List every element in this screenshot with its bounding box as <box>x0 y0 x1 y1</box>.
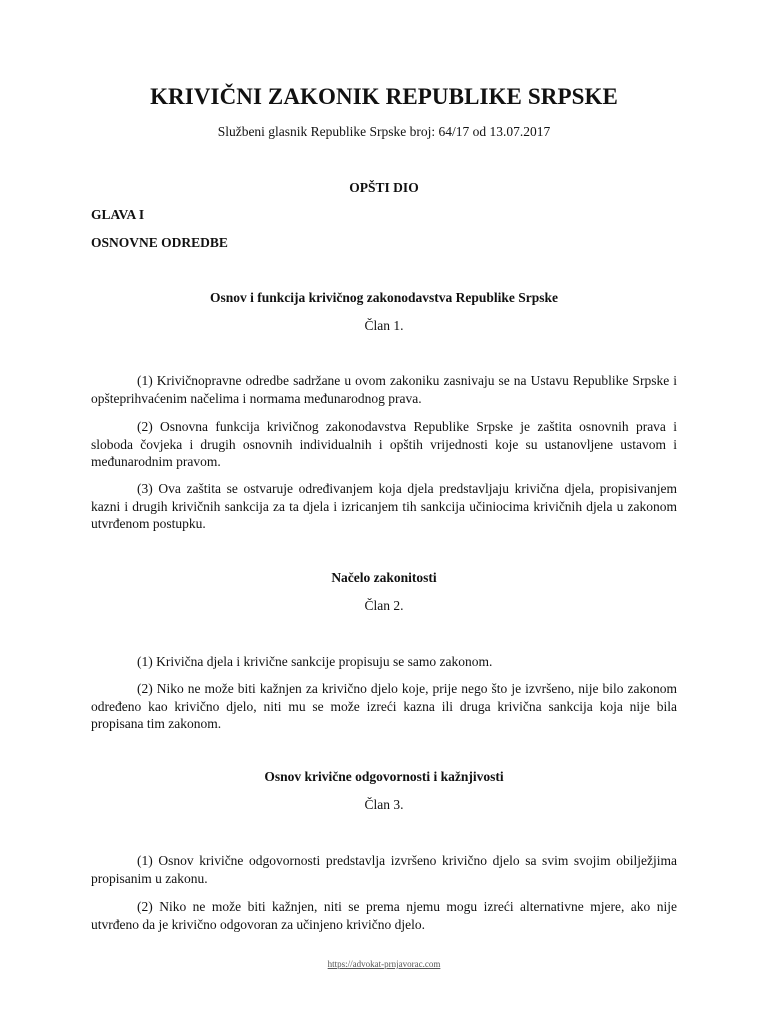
article-paragraph: (1) Krivična djela i krivične sankcije propisuju se samo zakonom. <box>137 654 493 669</box>
article-paragraph: (2) Niko ne može biti kažnjen, niti se prema njemu mogu izreći alternativne mjere, ako nije utvrđeno da je krivično odgovoran za učinjeno krivično djelo. <box>91 899 677 932</box>
article-paragraph: (3) Ova zaštita se ostvaruje određivanjem koja djela predstavljaju krivična djela, propisivanjem kazni i drugih krivičnih sankcija za ta djela i izricanjem tih sankcija učiniocima krivičnih djela u zakonom utvrđenom postupku. <box>91 481 677 531</box>
article-heading: Osnov i funkcija krivičnog zakonodavstva Republike Srpske <box>209 290 559 305</box>
article-paragraph: (2) Niko ne može biti kažnjen za krivično djelo koje, prije nego što je izvršeno, nije bilo zakonom određeno kao krivično djelo, niti mu se može izreći kazna ili druga krivična sankcija koja nije bila propisana tim zakonom. <box>91 681 677 731</box>
document-subtitle: Službeni glasnik Republike Srpske broj: 64/17 od 13.07.2017 <box>217 124 551 139</box>
footer-link[interactable]: https://advokat-prnjavorac.com <box>327 959 441 969</box>
chapter-title: OSNOVNE ODREDBE <box>91 235 228 250</box>
article-paragraph: (2) Osnovna funkcija krivičnog zakonodavstva Republike Srpske je zaštita osnovnih prava i sloboda čovjeka i drugih osnovnih individualnih i opštih vrijednosti koje su ustanovljene ustavom i međunarodnim pravom. <box>91 419 677 469</box>
article-heading: Načelo zakonitosti <box>331 570 437 585</box>
document-title: KRIVIČNI ZAKONIK REPUBLIKE SRPSKE <box>150 84 618 109</box>
article-paragraph: (1) Osnov krivične odgovornosti predstavlja izvršeno krivično djelo sa svim svojim obilježjima propisanim u zakonu. <box>91 853 677 886</box>
article-paragraph: (1) Krivičnopravne odredbe sadržane u ovom zakoniku zasnivaju se na Ustavu Republike Srpske i opšteprihvaćenim načelima i normama međunarodnog prava. <box>91 373 677 406</box>
article-heading: Osnov krivične odgovornosti i kažnjivosti <box>264 769 504 784</box>
article-number: Član 1. <box>364 318 404 333</box>
part-heading: OPŠTI DIO <box>349 180 419 195</box>
article-number: Član 2. <box>364 598 404 613</box>
article-number: Član 3. <box>364 797 404 812</box>
chapter-heading: GLAVA I <box>91 207 145 222</box>
